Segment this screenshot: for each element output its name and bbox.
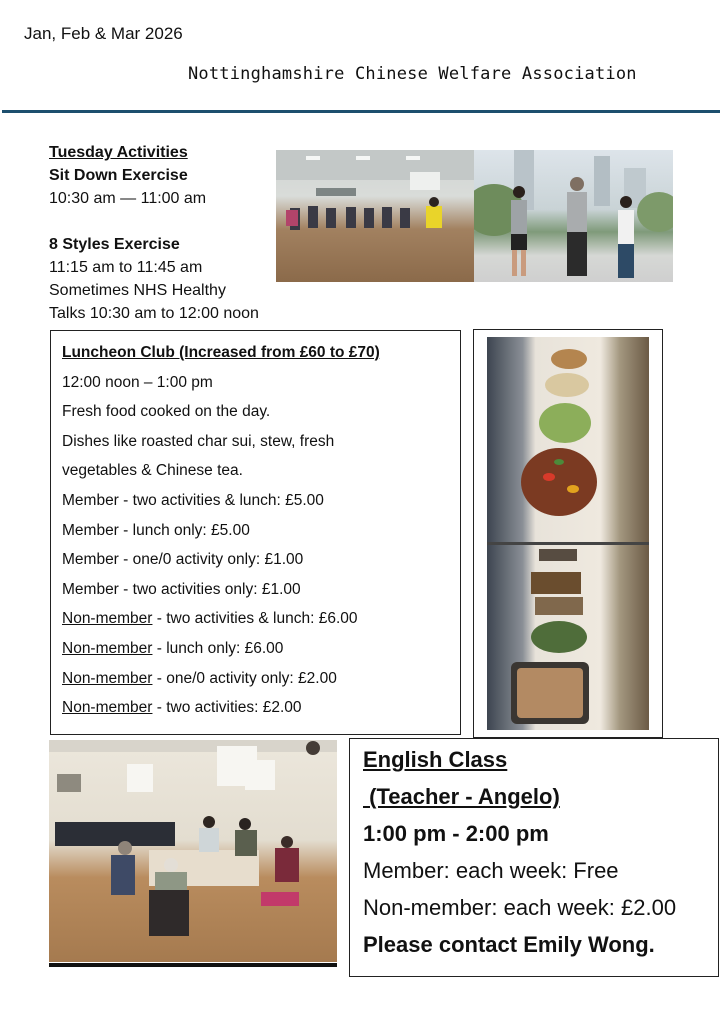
price-detail: - one/0 activity only: £2.00 xyxy=(152,669,337,687)
price-line xyxy=(62,545,457,575)
price-detail: - lunch only: £5.00 xyxy=(118,521,250,539)
header-divider xyxy=(2,110,720,113)
nhs-talks-line-2: Talks 10:30 am to 12:00 noon xyxy=(49,305,259,322)
nhs-talks-line-1: Sometimes NHS Healthy xyxy=(49,282,226,299)
luncheon-description-1: Fresh food cooked on the day. xyxy=(62,403,271,421)
english-class xyxy=(363,741,713,963)
non-member-label: Non-member xyxy=(62,699,153,717)
eight-styles-title: 8 Styles Exercise xyxy=(49,236,180,253)
member-label: Member xyxy=(62,580,119,598)
luncheon-description-2: Dishes like roasted char sui, stew, fresh xyxy=(62,432,335,450)
non-member-label: Non-member xyxy=(62,669,153,687)
price-detail: - two activities only: £1.00 xyxy=(118,580,301,598)
member-label: Member xyxy=(62,521,119,539)
member-label: Member xyxy=(62,491,119,509)
luncheon-club xyxy=(62,338,457,723)
price-line xyxy=(62,634,457,664)
english-class-time: 1:00 pm - 2:00 pm xyxy=(363,821,549,846)
price-line xyxy=(62,604,457,634)
tuesday-activities xyxy=(49,141,279,325)
english-class-teacher: (Teacher - Angelo) xyxy=(363,784,560,809)
price-detail: - two activities & lunch: £5.00 xyxy=(118,491,324,509)
exercise-hall-photo xyxy=(276,150,474,282)
organisation-name: Nottinghamshire Chinese Welfare Association xyxy=(188,64,637,84)
price-line xyxy=(62,575,457,605)
member-label: Member xyxy=(62,551,119,569)
eight-styles-time: 11:15 am to 11:45 am xyxy=(49,259,203,276)
price-detail: - one/0 activity only: £1.00 xyxy=(118,551,304,569)
issue-date: Jan, Feb & Mar 2026 xyxy=(24,24,183,43)
non-member-label: Non-member xyxy=(62,610,153,628)
price-detail: - two activities: £2.00 xyxy=(152,699,302,717)
price-line xyxy=(62,664,457,694)
sit-down-time: 10:30 am — 11:00 am xyxy=(49,190,207,207)
sit-down-title: Sit Down Exercise xyxy=(49,167,188,184)
tai-chi-photo xyxy=(474,150,673,282)
tuesday-heading: Tuesday Activities xyxy=(49,144,188,161)
photo-underline xyxy=(49,963,337,967)
price-line xyxy=(62,693,457,723)
luncheon-time: 12:00 noon – 1:00 pm xyxy=(62,373,213,391)
price-detail: - two activities & lunch: £6.00 xyxy=(152,610,358,628)
non-member-label: Non-member xyxy=(62,639,153,657)
food-table-photo xyxy=(487,337,649,730)
english-class-title: English Class xyxy=(363,747,508,772)
luncheon-title: Luncheon Club (Increased from £60 to £70) xyxy=(62,344,380,361)
english-non-member-price: Non-member: each week: £2.00 xyxy=(363,895,677,920)
price-line xyxy=(62,516,457,546)
price-detail: - lunch only: £6.00 xyxy=(152,639,284,657)
price-line xyxy=(62,486,457,516)
luncheon-description-3: vegetables & Chinese tea. xyxy=(62,462,243,480)
english-member-price: Member: each week: Free xyxy=(363,858,619,883)
english-class-photo xyxy=(49,740,337,962)
english-contact: Please contact Emily Wong. xyxy=(363,932,655,957)
